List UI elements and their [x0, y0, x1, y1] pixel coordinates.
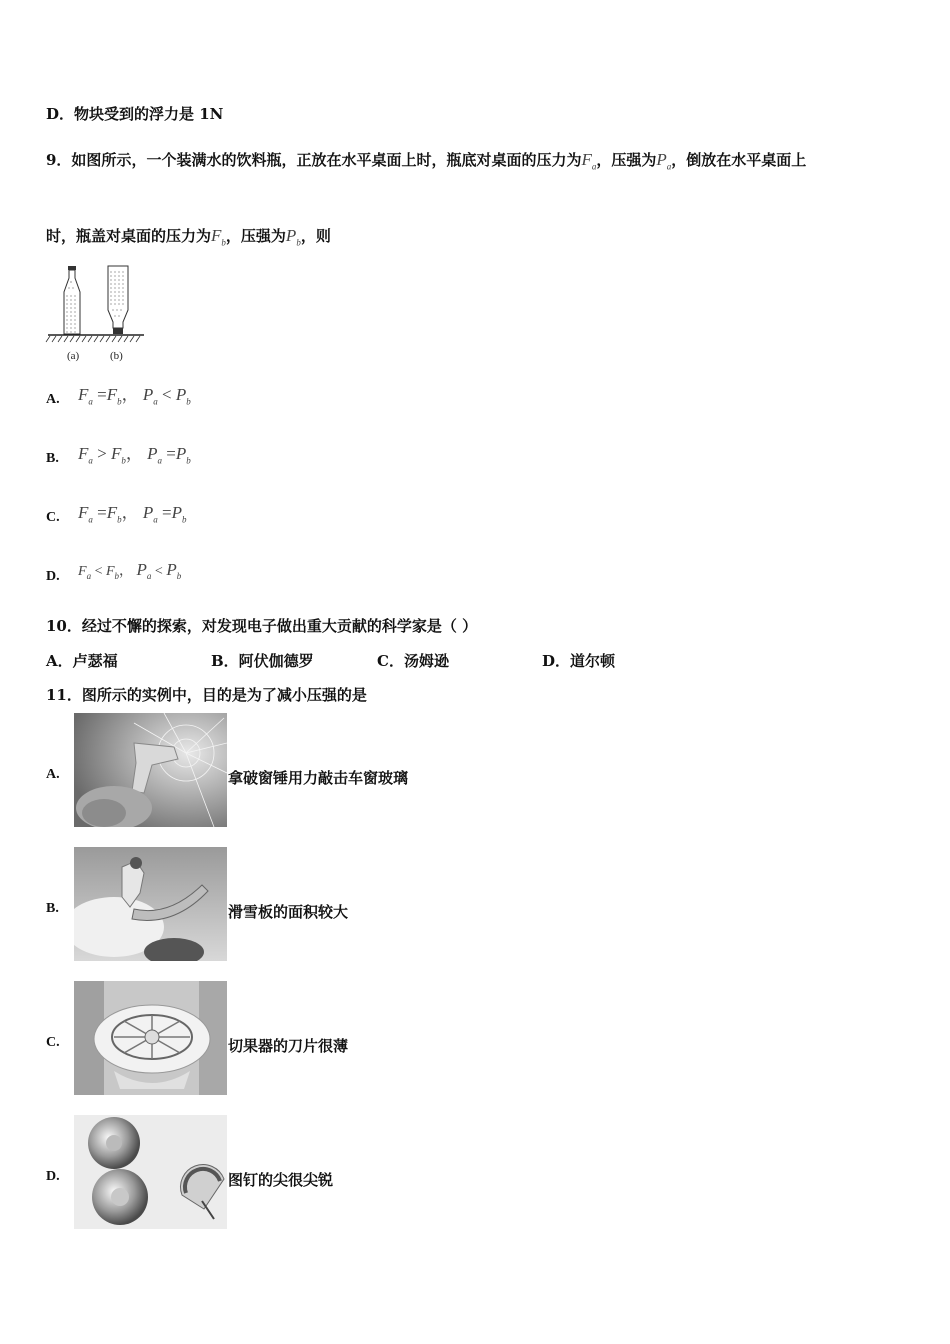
- q10-option-b[interactable]: B．阿伏伽德罗: [211, 652, 314, 670]
- math-Fa: $F_a$: [581, 150, 597, 172]
- q10-option-c[interactable]: C．汤姆逊: [377, 652, 449, 670]
- math-Pb: $P_b$: [285, 226, 301, 248]
- q10-option-d[interactable]: D．道尔顿: [542, 652, 616, 670]
- bottle-upright: [64, 266, 80, 334]
- q10-option-a[interactable]: A．卢瑟福: [46, 652, 118, 670]
- fig-label-a: (a): [67, 350, 80, 362]
- q9-option-c-formula: $F_a =F_b$， $P_a =P_b$: [78, 503, 187, 525]
- q9-option-d-formula: $F_a < F_b$， $P_a < P_b$: [78, 560, 182, 581]
- q11-option-a-text: 拿破窗锤用力敲击车窗玻璃: [228, 769, 409, 787]
- q10-stem: 10．经过不懈的探索，对发现电子做出重大贡献的科学家是（ ）: [46, 617, 478, 635]
- glass-breaker-image: [74, 713, 227, 827]
- q9-mid1: ，压强为: [596, 151, 657, 169]
- q9-option-a-formula: $F_a =F_b$， $P_a < P_b$: [78, 385, 191, 407]
- q11-option-c-text: 切果器的刀片很薄: [228, 1037, 349, 1055]
- q9-option-b-formula: $F_a > F_b$， $P_a =P_b$: [78, 444, 191, 466]
- math-Fb: $F_b$: [211, 226, 226, 248]
- q8-option-d: D．物块受到的浮力是 1N: [46, 105, 224, 123]
- q11-option-d-text: 图钉的尖很尖锐: [228, 1171, 334, 1189]
- q11-option-a-label[interactable]: A.: [46, 767, 60, 782]
- math-Pa: $P_a$: [656, 150, 672, 172]
- q11-option-b-text: 滑雪板的面积较大: [228, 903, 349, 921]
- q11-option-c-label[interactable]: C.: [46, 1035, 60, 1050]
- q9-stem-line1: [46, 149, 806, 171]
- q9-stem-suffix: ，倒放在水平桌面上: [671, 151, 807, 169]
- q9-line2-suffix: ，则: [300, 227, 331, 245]
- q9-stem-line2: [46, 225, 331, 247]
- fruit-cutter-image: [74, 981, 227, 1095]
- q11-option-d-label[interactable]: D.: [46, 1169, 60, 1184]
- bottle-figure: [44, 262, 148, 366]
- thumbtack-image: [74, 1115, 227, 1229]
- q9-mid2: ，压强为: [225, 227, 286, 245]
- q11-stem: 11．图所示的实例中，目的是为了减小压强的是: [46, 686, 367, 704]
- fig-label-b: (b): [110, 350, 123, 362]
- q11-option-b-label[interactable]: B.: [46, 901, 59, 916]
- q9-stem-prefix: 9．如图所示，一个装满水的饮料瓶，正放在水平桌面上时，瓶底对桌面的压力为: [46, 151, 582, 169]
- q9-line2-prefix: 时，瓶盖对桌面的压力为: [46, 227, 212, 245]
- bottle-inverted: [108, 266, 128, 334]
- snowboard-image: [74, 847, 227, 961]
